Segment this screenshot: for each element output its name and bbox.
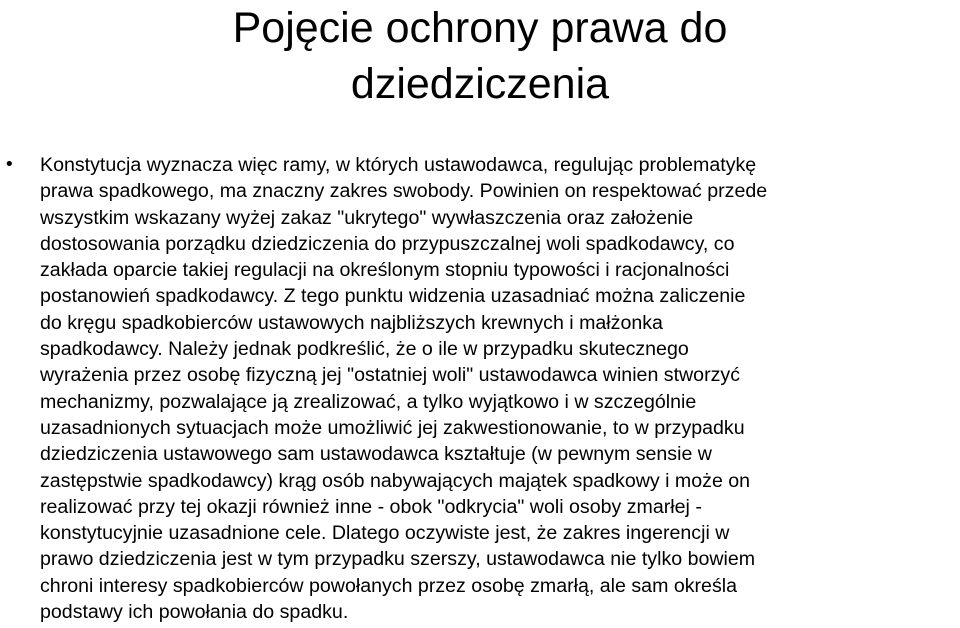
paragraph-line: chroni interesy spadkobierców powołanych przez osobę zmarłą, ale sam określa bbox=[40, 574, 738, 597]
bullet-paragraph bbox=[40, 152, 956, 625]
paragraph-line: mechanizmy, pozwalające ją zrealizować, a tylko wyjątkowo i w szczególnie bbox=[40, 390, 697, 413]
paragraph-line: dziedziczenia ustawowego sam ustawodawca kształtuje (w pewnym sensie w bbox=[40, 443, 712, 466]
paragraph-line: realizować przy tej okazji również inne - obok "odkrycia" woli osoby zmarłej - bbox=[40, 495, 702, 518]
paragraph-line: zakłada oparcie takiej regulacji na określonym stopniu typowości i racjonalności bbox=[40, 259, 730, 282]
paragraph-line: wyrażenia przez osobę fizyczną jej "ostatniej woli" ustawodawca winien stworzyć bbox=[40, 364, 740, 387]
paragraph-line: do kręgu spadkobierców ustawowych najbliższych krewnych i małżonka bbox=[40, 311, 663, 334]
paragraph-line: dostosowania porządku dziedziczenia do przypuszczalnej woli spadkodawcy, co bbox=[40, 232, 735, 255]
paragraph-line: podstawy ich powołania do spadku. bbox=[40, 601, 349, 624]
slide-title bbox=[60, 0, 900, 112]
paragraph-line: Konstytucja wyznacza więc ramy, w których ustawodawca, regulując problematykę bbox=[40, 154, 757, 176]
slide-body bbox=[0, 152, 960, 625]
paragraph-line: spadkodawcy. Należy jednak podkreślić, że o ile w przypadku skutecznego bbox=[40, 338, 689, 361]
paragraph-line: zastępstwie spadkodawcy) krąg osób nabywających majątek spadkowy i może on bbox=[40, 469, 751, 492]
paragraph-line: postanowień spadkodawcy. Z tego punktu widzenia uzasadniać można zaliczenie bbox=[40, 285, 746, 308]
paragraph-line: wszystkim wskazany wyżej zakaz "ukrytego" wywłaszczenia oraz założenie bbox=[40, 206, 694, 229]
paragraph-line: prawa spadkowego, ma znaczny zakres swobody. Powinien on respektować przede bbox=[40, 180, 768, 203]
paragraph-line: konstytucyjnie uzasadnione cele. Dlatego oczywiste jest, że zakres ingerencji w bbox=[40, 522, 730, 545]
slide-title-line-1: Pojęcie ochrony prawa do bbox=[232, 4, 728, 52]
paragraph-line: prawo dziedziczenia jest w tym przypadku szerszy, ustawodawca nie tylko bowiem bbox=[40, 548, 756, 571]
bullet-icon: • bbox=[4, 154, 15, 175]
slide-title-line-2: dziedziczenia bbox=[350, 60, 610, 108]
paragraph-line: uzasadnionych sytuacjach może umożliwić jej zakwestionowanie, to w przypadku bbox=[40, 416, 745, 439]
